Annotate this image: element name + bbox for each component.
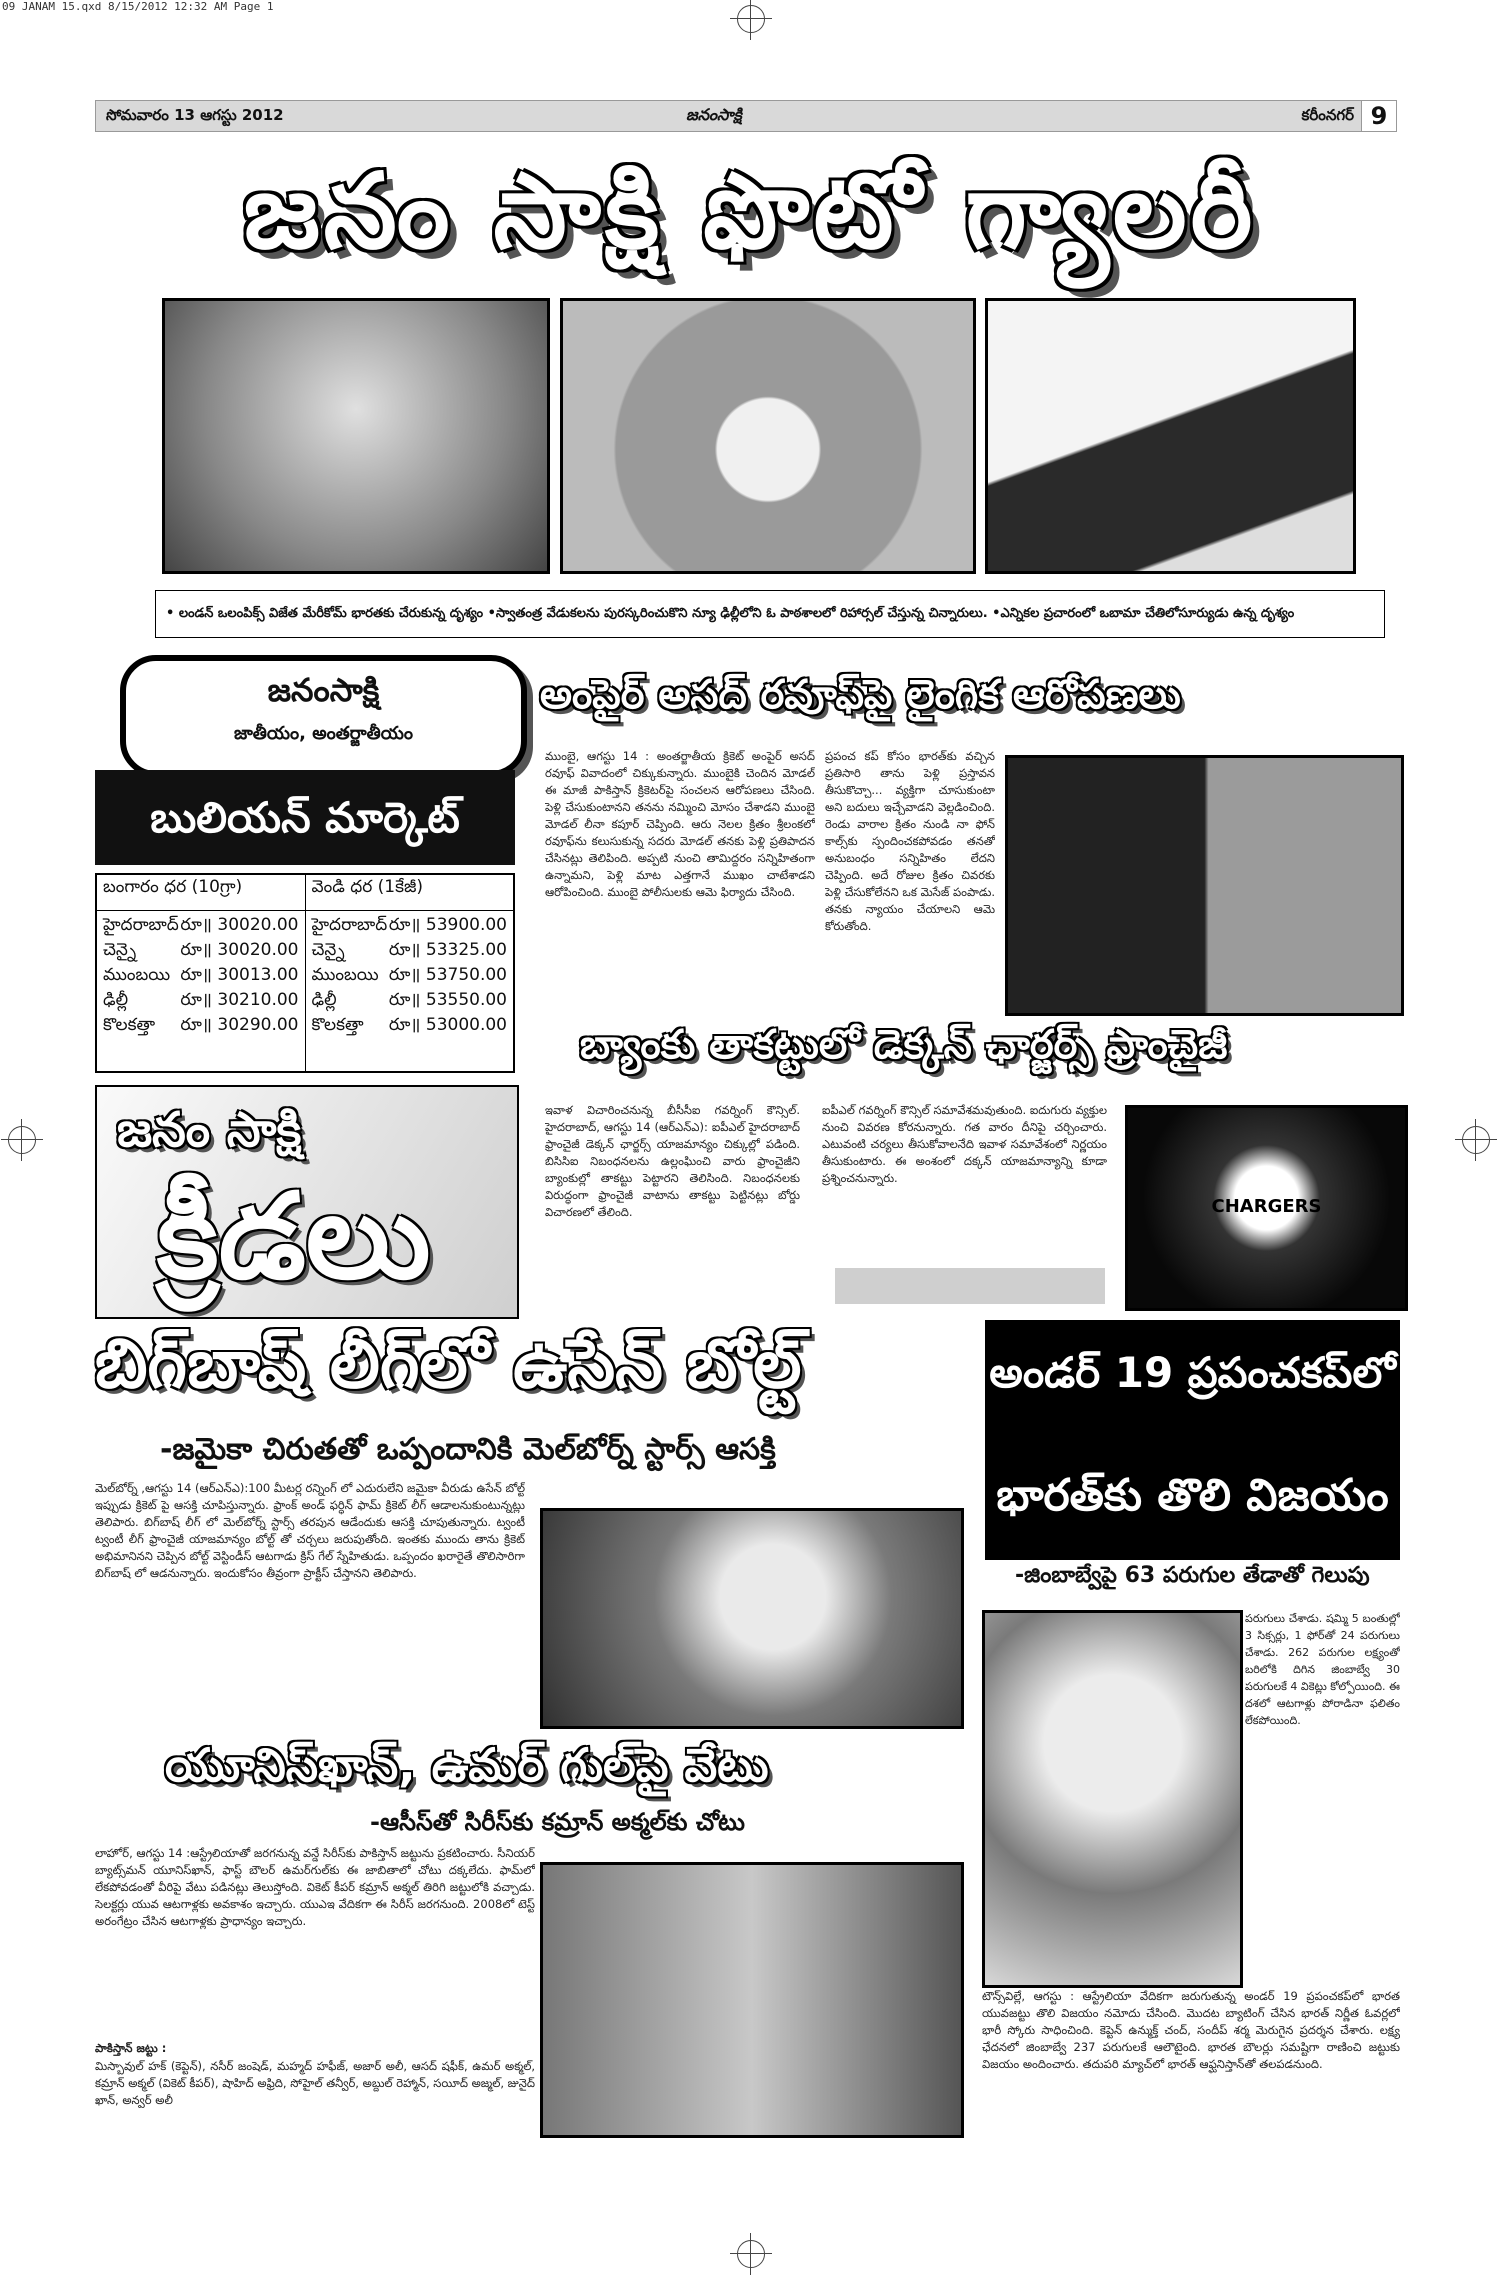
silver-row: కొలకత్తా రూ॥ 53000.00	[311, 1015, 507, 1035]
umpire-headline: అంపైర్ అసద్ రవూఫ్‌పై లైంగిక ఆరోపణలు	[540, 672, 1181, 718]
children-rehearsal-photo	[560, 298, 976, 574]
gold-rate-header: బంగారం ధర (10గ్రా)	[96, 874, 305, 911]
obama-campaign-photo	[985, 298, 1356, 574]
silver-row: హైదరాబాద్ రూ॥ 53900.00	[311, 915, 507, 935]
registration-mark	[1462, 1126, 1490, 1154]
silver-row: ఢిల్లీ రూ॥ 53550.00	[311, 990, 507, 1010]
gold-row: హైదరాబాద్ రూ॥ 30020.00	[103, 915, 299, 935]
gold-row: కొలకత్తా రూ॥ 30290.00	[103, 1015, 299, 1035]
u19-subheadline: -జింబాబ్వేపై 63 పరుగుల తేడాతో గెలుపు	[1015, 1563, 1370, 1588]
registration-mark	[8, 1126, 36, 1154]
section-title-box	[120, 655, 527, 777]
gold-row: ఢిల్లీ రూ॥ 30210.00	[103, 990, 299, 1010]
kamran-akmal-photo	[540, 1862, 964, 2138]
deccan-article-col2: ఐపీఎల్ గవర్నింగ్ కౌన్సిల్ సమావేశమవుతుంది. ఐదుగురు వ్యక్తుల నుంచి వివరణ కోరనున్నారు. గత వారం దీనిపై చర్చించారు. ఎటువంటి చర్యలు తీసుకోవాలనేది ఇవాళ సమావేశంలో నిర్ణయం తీసుకుంటారు. ఈ అంశంలో దక్కన్ యాజమాన్యాన్ని కూడా ప్రశ్నించనున్నారు.	[822, 1103, 1107, 1185]
section-title: జనంసాక్షి	[267, 671, 380, 709]
gold-rates	[96, 911, 305, 1073]
registration-mark	[737, 2240, 765, 2268]
umpire-article-col1: ముంబై, ఆగస్టు 14 : అంతర్జాతీయ క్రికెట్ అంపైర్ అసద్ రవూఫ్ వివాదంలో చిక్కుకున్నారు. ముంబైకి చెందిన మోడల్ ఈ మాజీ పాకిస్తాన్ క్రికెటర్‌పై సంచలన ఆరోపణలు చేసింది. పెళ్లి చేసుకుంటానని తనను నమ్మించి మోసం చేశాడని ముంబై మోడల్ లీనా కపూర్ చెప్పింది. ఆరు నెలల క్రితం శ్రీలంకలో రవూఫ్‌ను కలుసుకున్న సదరు మోడల్ తనకు పెళ్లి ప్రతిపాదన చేసినట్లు తెలిపింది. అప్పటి నుంచి తామిద్దరం సన్నిహితంగా ఉన్నామని, పెళ్లి మాట ఎత్తగానే ముఖం చాటేశాడని ఆరోపించింది. ముంబై పోలీసులకు ఆమె ఫిర్యాదు చేసింది.	[545, 749, 815, 899]
gold-row: చెన్నై రూ॥ 30020.00	[103, 940, 299, 960]
silver-row: ముంబయి రూ॥ 53750.00	[311, 965, 507, 985]
bolt-headline: బిగ్‌బాష్ లీగ్‌లో ఉసేన్ బోల్ట్	[95, 1325, 802, 1404]
gold-row: ముంబయి రూ॥ 30013.00	[103, 965, 299, 985]
mary-kom-photo	[162, 298, 550, 574]
sports-logo-title: క్రీడలు	[157, 1167, 431, 1305]
pak-squad-label: పాకిస్తాన్ జట్టు :	[95, 2041, 167, 2055]
page-number: 9	[1361, 101, 1396, 131]
younis-headline: యూనిస్‌ఖాన్, ఉమర్ గుల్‌పై వేటు	[165, 1738, 769, 1792]
chargers-logo-text: CHARGERS	[1211, 1196, 1322, 1217]
sports-section-logo	[95, 1085, 519, 1319]
bolt-subheadline: -జమైకా చిరుతతో ఒప్పందానికి మెల్‌బోర్న్ స్టార్స్ ఆసక్తి	[160, 1432, 776, 1467]
deccan-article-col1: ఇవాళ విచారించనున్న బీసీసీఐ గవర్నింగ్ కౌన్సిల్. హైదరాబాద్, ఆగస్టు 14 (ఆర్ఎన్ఎ): ఐపీఎల్ హైదరాబాద్ ఫ్రాంచైజీ డెక్కన్ ఛార్జర్స్ యాజమాన్యం చిక్కుల్లో పడింది. బిసిసిఐ నిబంధనలను ఉల్లంఘించి వారు ఫ్రాంచైజీని బ్యాంకుల్లో తాకట్టు పెట్టారని తెలిసింది. నిబంధనలకు విరుద్ధంగా ఫ్రాంచైజీ వాటాను తాకట్టు పెట్టినట్లు బోర్డు విచారణలో తేలింది.	[545, 1103, 800, 1219]
bolt-photo	[540, 1508, 964, 1729]
bullion-price-table	[95, 873, 515, 1073]
paper-logo: జనంసాక్షి	[686, 105, 742, 124]
issue-date: సోమవారం 13 ఆగస్టు 2012	[106, 106, 284, 124]
chargers-logo-image	[1125, 1105, 1408, 1311]
u19-headline-line1: అండర్ 19 ప్రపంచకప్‌లో	[989, 1348, 1396, 1397]
u19-players-photo	[982, 1610, 1243, 1988]
u19-article-body: టౌన్స్‌విల్లే, ఆగస్టు : ఆస్ట్రేలియా వేదికగా జరుగుతున్న అండర్ 19 ప్రపంచకప్‌లో భారత యువజట్టు తొలి విజయం నమోదు చేసింది. మొదట బ్యాటింగ్ చేసిన భారత్ నిర్ణీత ఓవర్లలో భారీ స్కోరు సాధించింది. కెప్టెన్ ఉన్ముక్త్ చంద్, సందీప్ శర్మ మెరుగైన ప్రదర్శన చేశారు. లక్ష్య ఛేదనలో జింబాబ్వే 237 పరుగులకే ఆలౌటైంది. భారత బౌలర్లు సమష్టిగా రాణించి జట్టుకు విజయం అందించారు. తదుపరి మ్యాచ్‌లో భారత్ ఆఫ్ఘనిస్తాన్‌తో తలపడనుంది.	[982, 1989, 1400, 2071]
print-slug: 09 JANAM 15.qxd 8/15/2012 12:32 AM Page 1	[2, 0, 274, 13]
edition-city: కరీంనగర్	[1301, 106, 1354, 124]
page-header	[95, 100, 1397, 132]
younis-subheadline: -ఆసీస్‌తో సిరీస్‌కు కమ్రాన్ అక్మల్‌కు చోటు	[370, 1808, 745, 1836]
section-subtitle: జాతీయం, అంతర్జాతీయం	[233, 723, 414, 744]
u19-headline-box	[985, 1320, 1400, 1560]
deccan-headline: బ్యాంకు తాకట్టులో డెక్కన్ ఛార్జర్స్ ఫ్రాంచైజీ	[580, 1022, 1228, 1068]
pak-squad-list: మిస్బావుల్ హక్ (కెప్టెన్), నసీర్ జంషెడ్, మహ్మద్ హఫీజ్, అజార్ అలీ, ఆసద్ షఫీక్, ఉమర్ అక్మల్, కమ్రాన్ అక్మల్ (వికెట్ కీపర్), షాహిద్ అఫ్రిది, సోహైల్ తన్వీర్, అబ్దుల్ రెహ్మాన్, సయీద్ అజ్మల్, జునైద్ ఖాన్, అన్వర్ అలీ	[95, 2059, 535, 2107]
sports-logo-brand: జనం సాక్షి	[117, 1102, 302, 1158]
umpire-article-col2: ప్రపంచ కప్ కోసం భారత్‌కు వచ్చిన ప్రతిసారి తాను పెళ్లి ప్రస్తావన తీసుకొచ్చా... వ్యక్తిగా చూసుకుంటా అని బదులు ఇచ్చేవాడని వెల్లడించింది. రెండు వారాల క్రితం నుండి నా ఫోన్ కాల్స్‌కు స్పందించకపోవడం తనతో అనుబంధం సన్నిహితం లేదని చెప్పింది. అదే రోజుల క్రితం చివరకు పెళ్లి చేసుకోలేనని ఒక మెసేజ్ పంపాడు. తనకు న్యాయం చేయాలని ఆమె కోరుతోంది.	[825, 749, 995, 933]
u19-side-column: పరుగులు చేశాడు. షమ్మి 5 బంతుల్లో 3 సిక్సర్లు, 1 ఫోర్‌తో 24 పరుగులు చేశాడు. 262 పరుగుల లక్ష్యంతో బరిలోకి దిగిన జింబాబ్వే 30 పరుగులకే 4 వికెట్లు కోల్పోయింది. ఈ దశలో ఆటగాళ్లు పోరాడినా ఫలితం లేకపోయింది.	[1245, 1612, 1400, 1727]
registration-mark	[737, 5, 765, 33]
bullion-market-title: బులియన్ మార్కెట్	[95, 770, 515, 865]
photo-caption: • లండన్ ఒలంపిక్స్ విజేత మేరీకోమ్ భారతకు చేరుకున్న దృశ్యం •స్వాతంత్ర వేడుకలను పురస్కరించుకొని న్యూ ఢిల్లీలోని ఓ పాఠశాలలో రిహార్సల్ చేస్తున్న చిన్నారులు. •ఎన్నికల ప్రచారంలో ఒబామా చేతిలోసూర్యుడు ఉన్న దృశ్యం	[155, 590, 1385, 638]
silver-rate-header: వెండి ధర (1కేజీ)	[305, 874, 514, 911]
silver-row: చెన్నై రూ॥ 53325.00	[311, 940, 507, 960]
grey-placeholder-box	[835, 1268, 1105, 1304]
rauf-photo	[1005, 755, 1404, 1016]
bolt-article-body: మెల్‌బోర్న్ ,ఆగస్టు 14 (ఆర్ఎన్ఎ):100 మీటర్ల రన్నింగ్ లో ఎదురులేని జమైకా వీరుడు ఉసేన్ బోల్ట్ ఇప్పుడు క్రికెట్ పై ఆసక్తి చూపిస్తున్నారు. ఫ్రాంక్ అండ్ ఫర్ధిన్ ఫామ్ క్రికెట్ లీగ్ ఆడాలనుకుంటున్నట్లు తెలిపారు. బిగ్‌బాష్ లీగ్ లో మెల్‌బోర్న్ స్టార్స్ తరపున ఆడేందుకు ఆసక్తి చూపుతున్నారు. ట్వంటీ ట్వంటీ లీగ్ ఫ్రాంచైజీ యాజమాన్యం బోల్ట్ తో చర్చలు జరుపుతోంది. ఇంతకు ముందు తాను క్రికెట్ అభిమానినని చెప్పిన బోల్ట్ వెస్టిండీస్ ఆటగాడు క్రిస్ గేల్ స్నేహితుడు. ఒప్పందం ఖరారైతే తొలిసారిగా బిగ్‌బాష్ లో ఆడనున్నారు. ఇందుకోసం తీవ్రంగా ప్రాక్టీస్ చేస్తానని తెలిపారు.	[95, 1481, 525, 1580]
u19-headline-line2: భారత్‌కు తొలి విజయం	[996, 1470, 1389, 1521]
silver-rates	[305, 911, 514, 1073]
younis-article-body: లాహోర్, ఆగస్టు 14 :ఆస్ట్రేలియాతో జరగనున్న వన్డే సిరీస్‌కు పాకిస్తాన్ జట్టును ప్రకటించారు. సీనియర్ బ్యాట్స్‌మన్ యూనిస్‌ఖాన్, ఫాస్ట్ బౌలర్ ఉమర్‌గుల్‌కు ఈ జాబితాలో చోటు దక్కలేదు. ఫామ్‌లో లేకపోవడంతో వీరిపై వేటు పడినట్లు తెలుస్తోంది. వికెట్ కీపర్ కమ్రాన్ అక్మల్ తిరిగి జట్టులోకి వచ్చాడు. సెలక్టర్లు యువ ఆటగాళ్లకు అవకాశం ఇచ్చారు. యుఎఇ వేదికగా ఈ సిరీస్ జరగనుంది. 2008లో టెస్ట్ అరంగేట్రం చేసిన ఆటగాళ్లకు ప్రాధాన్యం ఇచ్చారు.	[95, 1846, 535, 1928]
photo-gallery-masthead: జనం సాక్షి ఫొటో గ్యాలరీ	[243, 150, 1257, 272]
